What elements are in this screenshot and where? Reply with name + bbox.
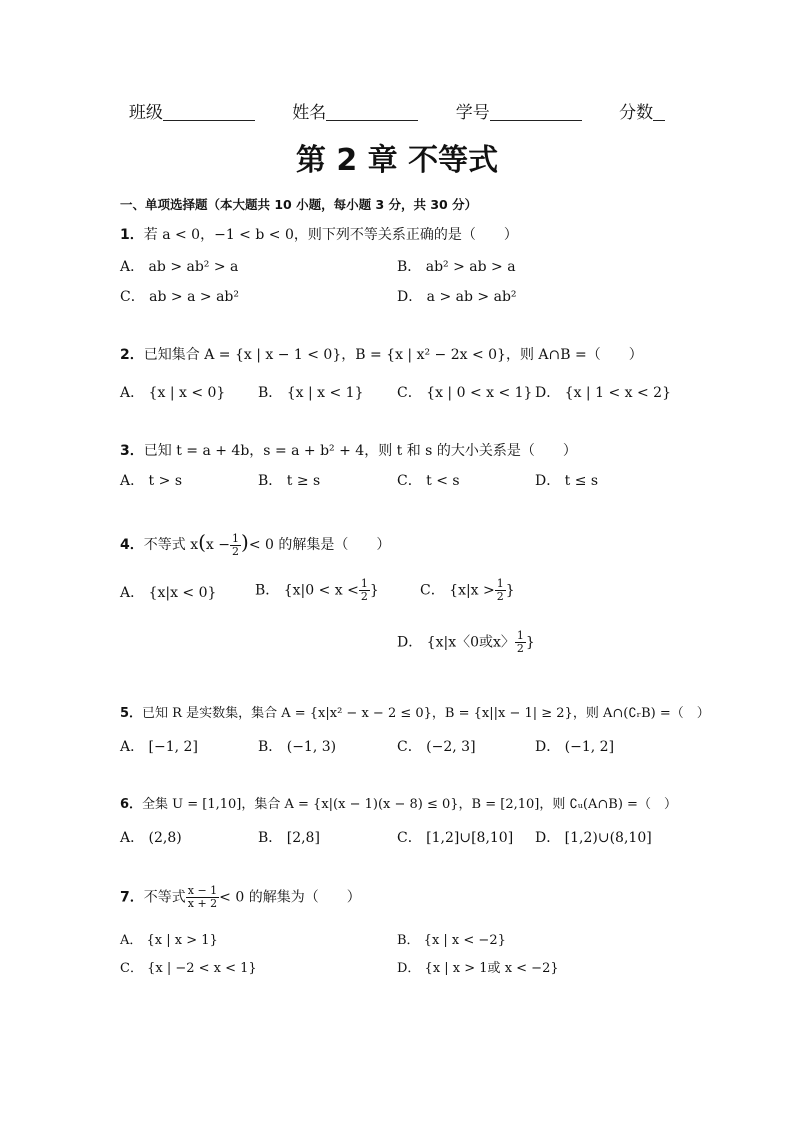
q7-option-c[interactable]: C． {x | −2 < x < 1}: [120, 961, 257, 976]
question-number: 1．: [120, 227, 144, 243]
q3-option-d[interactable]: D． t ≤ s: [535, 473, 599, 489]
q2-option-b[interactable]: B． {x | x < 1}: [258, 385, 364, 401]
q2-option-c[interactable]: C． {x | 0 < x < 1}: [397, 385, 533, 401]
q5-option-c[interactable]: C． (−2, 3]: [397, 739, 476, 755]
question-number: 2．: [120, 347, 144, 363]
closing-brace: }: [505, 582, 515, 599]
name-label: 姓名: [292, 103, 327, 123]
page-title: 第 2 章 不等式: [295, 143, 499, 178]
fraction-half: [515, 630, 526, 655]
question-stem: 全集 U = [1,10]，集合 A = {x|(x − 1)(x − 8) ≤ 0}，B = [2,10]，则 ∁ᵤ(A∩B) =（ ）: [142, 797, 677, 812]
q7-option-a[interactable]: A． {x | x > 1}: [120, 933, 218, 948]
name-field: [292, 98, 418, 123]
fraction-half: [230, 533, 241, 558]
q7-option-d[interactable]: D． {x | x > 1或 x < −2}: [397, 961, 559, 976]
denominator: 2: [516, 642, 524, 655]
q4-option-c[interactable]: [420, 578, 515, 603]
id-blank[interactable]: [490, 104, 582, 121]
option-text: D． {x|x〈0或x〉: [397, 634, 515, 651]
closing-brace: }: [369, 582, 379, 599]
numerator: 1: [516, 629, 524, 642]
numerator: x − 1: [187, 884, 218, 897]
question-6: [120, 793, 677, 812]
q1-option-b[interactable]: B． ab² > ab > a: [397, 259, 516, 275]
score-field: [619, 98, 665, 123]
question-1: [120, 224, 518, 244]
q5-option-b[interactable]: B． (−1, 3): [258, 739, 337, 755]
question-number: 4．: [120, 537, 144, 553]
question-5: [120, 702, 710, 721]
student-info-header: [0, 98, 794, 123]
denominator: 2: [232, 544, 239, 558]
question-number: 6．: [120, 797, 143, 812]
q6-option-d[interactable]: D． [1,2)∪(8,10]: [535, 830, 652, 846]
q1-option-c[interactable]: C． ab > a > ab²: [120, 289, 239, 305]
q6-option-a[interactable]: A． (2,8): [120, 830, 182, 846]
class-field: [129, 98, 255, 123]
name-blank[interactable]: [326, 104, 418, 121]
numerator: 1: [360, 577, 368, 590]
question-2: [120, 344, 643, 364]
q3-option-c[interactable]: C． t < s: [397, 473, 460, 489]
question-number: 5．: [120, 706, 143, 721]
fraction-half: [495, 578, 506, 603]
closing-brace: }: [525, 634, 535, 651]
q5-option-a[interactable]: A． [−1, 2]: [120, 739, 198, 755]
section-heading: 一、单项选择题（本大题共 10 小题，每小题 3 分，共 30 分）: [120, 197, 478, 212]
q1-option-a[interactable]: A． ab > ab² > a: [120, 259, 239, 275]
denominator: 2: [360, 590, 368, 603]
score-blank[interactable]: [653, 104, 665, 121]
fraction-half: [359, 578, 370, 603]
score-label: 分数: [619, 103, 654, 123]
q6-option-c[interactable]: C． [1,2]∪[8,10]: [397, 830, 514, 846]
class-blank[interactable]: [163, 104, 255, 121]
numerator: 1: [496, 577, 504, 590]
q3-option-a[interactable]: A． t > s: [120, 473, 183, 489]
q6-option-b[interactable]: B． [2,8]: [258, 830, 320, 846]
question-stem: 已知 R 是实数集，集合 A = {x|x² − x − 2 ≤ 0}，B = {x||x − 1| ≥ 2}，则 A∩(∁ᵣB) =（ ）: [142, 706, 710, 721]
numerator: 1: [232, 531, 239, 545]
q2-option-d[interactable]: D． {x | 1 < x < 2}: [535, 385, 671, 401]
question-stem: 若 a < 0，−1 < b < 0，则下列不等关系正确的是（ ）: [143, 227, 518, 243]
fraction-q7: [186, 885, 219, 910]
denominator: x + 2: [187, 897, 218, 910]
question-stem-post: < 0 的解集是（ ）: [248, 537, 391, 553]
question-number: 3．: [120, 443, 144, 459]
question-4: [120, 530, 390, 558]
q4-x-minus: x −: [205, 537, 230, 553]
id-field: [456, 98, 582, 123]
paren-close: ): [241, 530, 249, 554]
q1-option-d[interactable]: D． a > ab > ab²: [397, 289, 517, 305]
question-stem-post: < 0 的解集为（ ）: [219, 889, 361, 906]
question-7: [120, 885, 361, 910]
question-number: 7．: [120, 889, 144, 906]
option-text: B． {x|0 < x <: [255, 582, 359, 599]
q3-option-b[interactable]: B． t ≥ s: [258, 473, 321, 489]
question-3: [120, 440, 577, 460]
q4-option-d[interactable]: [397, 630, 535, 655]
q4-option-b[interactable]: [255, 578, 379, 603]
class-label: 班级: [128, 103, 163, 123]
q5-option-d[interactable]: D． (−1, 2]: [535, 739, 615, 755]
question-stem-pre: 不等式 x: [143, 537, 199, 553]
question-stem-pre: 不等式: [143, 889, 186, 906]
question-stem: 已知 t = a + 4b，s = a + b² + 4，则 t 和 s 的大小关系是（ ）: [143, 443, 577, 459]
id-label: 学号: [455, 103, 490, 123]
question-stem: 已知集合 A = {x | x − 1 < 0}，B = {x | x² − 2x < 0}，则 A∩B =（ ）: [143, 347, 643, 363]
q4-option-a[interactable]: A． {x|x < 0}: [120, 585, 217, 601]
q2-option-a[interactable]: A． {x | x < 0}: [120, 385, 226, 401]
q7-option-b[interactable]: B． {x | x < −2}: [397, 933, 506, 948]
paren-open: (: [198, 530, 206, 554]
denominator: 2: [496, 590, 504, 603]
option-text: C． {x|x >: [420, 582, 495, 599]
